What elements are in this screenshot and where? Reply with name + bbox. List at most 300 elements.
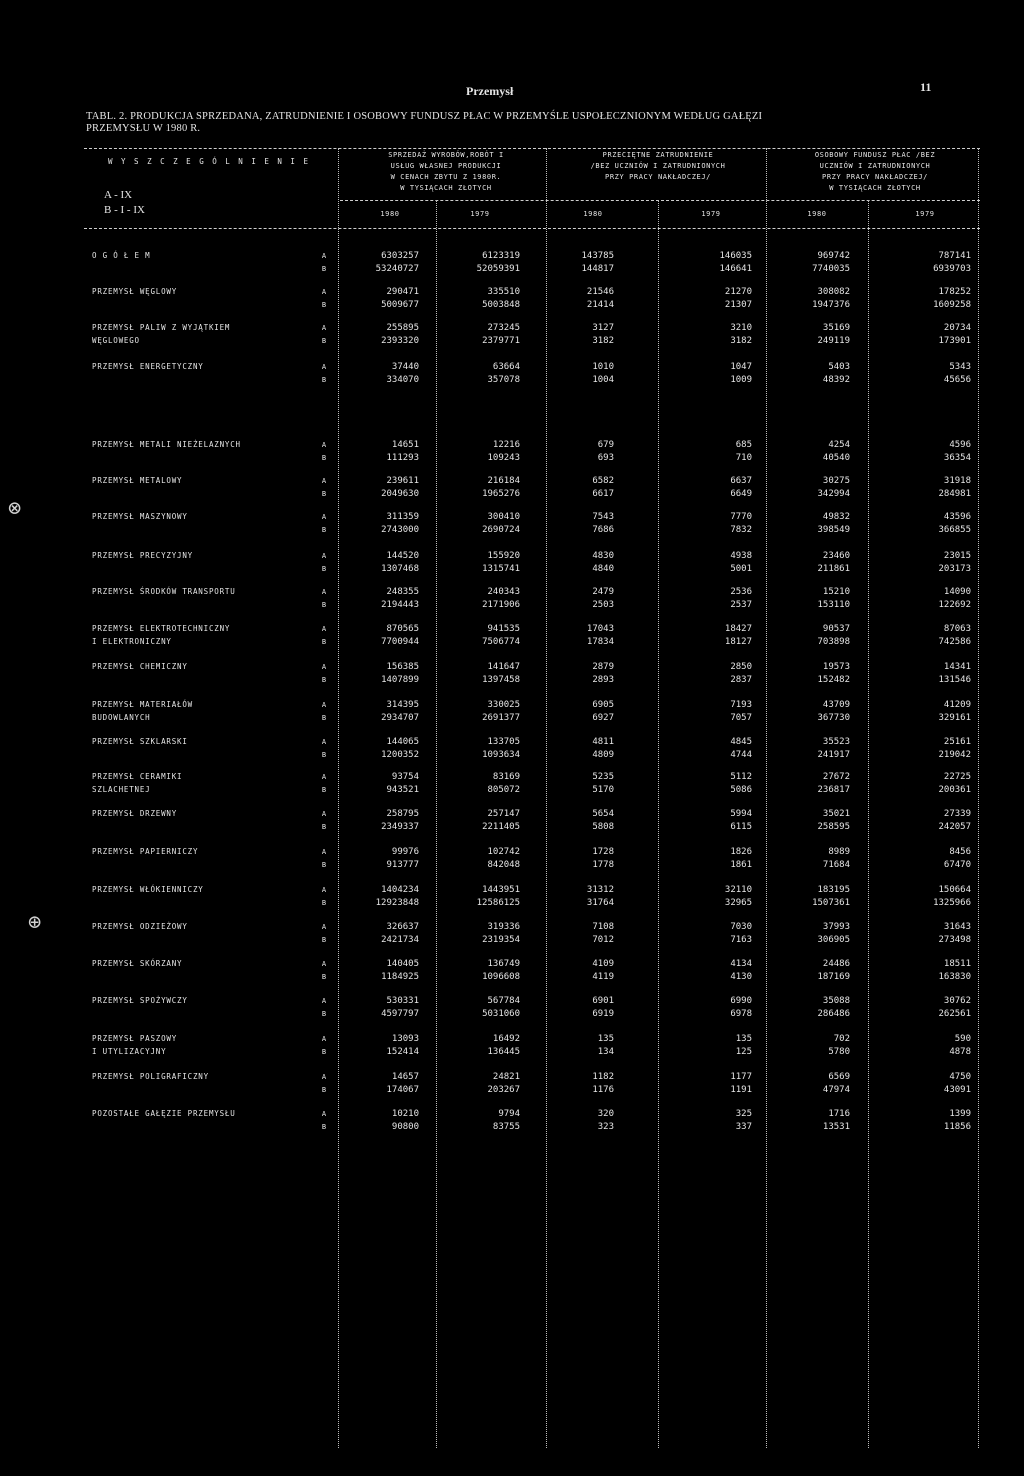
cell-payroll-1980-a: 43709	[822, 700, 850, 710]
cell-sales-1979-b: 2379771	[482, 336, 520, 346]
row-letter-b: B	[321, 337, 327, 345]
cell-sales-1979-b: 5003848	[482, 300, 520, 310]
cell-employment-1980-b: 7012	[592, 935, 614, 945]
cell-employment-1979-b: 2537	[730, 600, 752, 610]
cell-employment-1979-b: 4744	[730, 750, 752, 760]
cell-employment-1980-a: 135	[597, 1034, 614, 1044]
cell-sales-1979-a: 102742	[487, 847, 520, 857]
cell-payroll-1979-a: 30762	[943, 996, 971, 1006]
cell-sales-1979-b: 842048	[487, 860, 520, 870]
table-row	[0, 322, 1024, 348]
cell-payroll-1980-b: 187169	[817, 972, 850, 982]
cell-sales-1979-a: 12216	[492, 440, 520, 450]
table-row	[0, 846, 1024, 872]
cell-employment-1979-a: 1047	[730, 362, 752, 372]
cell-payroll-1980-a: 183195	[817, 885, 850, 895]
cell-payroll-1979-b: 122692	[938, 600, 971, 610]
cell-sales-1980-a: 870565	[386, 624, 419, 634]
cell-sales-1980-b: 2393320	[381, 336, 419, 346]
row-letter-b: B	[321, 1086, 327, 1094]
cell-employment-1980-b: 4840	[592, 564, 614, 574]
cell-employment-1979-a: 135	[735, 1034, 752, 1044]
row-letter-a: A	[321, 513, 327, 521]
cell-sales-1980-b: 2934707	[381, 713, 419, 723]
cell-sales-1979-b: 1315741	[482, 564, 520, 574]
row-letter-a: A	[321, 773, 327, 781]
cell-payroll-1980-a: 35523	[822, 737, 850, 747]
cell-sales-1980-a: 239611	[386, 476, 419, 486]
cell-sales-1979-a: 6123319	[482, 251, 520, 261]
cell-sales-1979-b: 2690724	[482, 525, 520, 535]
cell-employment-1980-a: 143785	[581, 251, 614, 261]
cell-employment-1979-a: 685	[735, 440, 752, 450]
row-name: PRZEMYSŁ CHEMICZNY	[92, 662, 188, 671]
cell-payroll-1979-b: 203173	[938, 564, 971, 574]
cell-employment-1979-b: 7163	[730, 935, 752, 945]
cell-employment-1979-a: 6637	[730, 476, 752, 486]
row-letter-b: B	[321, 638, 327, 646]
cell-employment-1979-b: 6978	[730, 1009, 752, 1019]
cell-employment-1980-a: 7108	[592, 922, 614, 932]
cell-sales-1979-b: 1965276	[482, 489, 520, 499]
row-name-continued: I ELEKTRONICZNY	[92, 637, 172, 646]
row-letter-a: A	[321, 997, 327, 1005]
cell-employment-1979-a: 146035	[719, 251, 752, 261]
cell-employment-1980-b: 4809	[592, 750, 614, 760]
cell-payroll-1979-a: 4750	[949, 1072, 971, 1082]
cell-sales-1979-a: 330025	[487, 700, 520, 710]
cell-payroll-1979-a: 14341	[943, 662, 971, 672]
row-letter-a: A	[321, 252, 327, 260]
row-letter-b: B	[321, 1048, 327, 1056]
row-letter-b: B	[321, 454, 327, 462]
table-row	[0, 623, 1024, 649]
cell-employment-1980-b: 144817	[581, 264, 614, 274]
cell-sales-1979-b: 52059391	[476, 264, 520, 274]
cell-employment-1979-b: 4130	[730, 972, 752, 982]
row-letter-b: B	[321, 973, 327, 981]
cell-payroll-1979-b: 67470	[943, 860, 971, 870]
cell-sales-1980-b: 2194443	[381, 600, 419, 610]
cell-sales-1980-a: 530331	[386, 996, 419, 1006]
row-name-continued: BUDOWLANYCH	[92, 713, 151, 722]
page-number: 11	[920, 80, 932, 94]
table-row	[0, 771, 1024, 797]
margin-punch-mark-icon: ⊗	[8, 496, 22, 521]
cell-payroll-1980-b: 1507361	[812, 898, 850, 908]
cell-sales-1979-a: 133705	[487, 737, 520, 747]
cell-payroll-1980-a: 8989	[828, 847, 850, 857]
table-row	[0, 550, 1024, 576]
cell-payroll-1979-a: 178252	[938, 287, 971, 297]
cell-payroll-1979-b: 242057	[938, 822, 971, 832]
cell-employment-1979-b: 18127	[724, 637, 752, 647]
cell-payroll-1979-a: 22725	[943, 772, 971, 782]
row-letter-b: B	[321, 1123, 327, 1131]
column-group-sales: SPRZEDAŻ WYROBÓW,ROBÓT I USŁUG WŁASNEJ PRODUKCJI W CENACH ZBYTU Z 1980R. W TYSIĄCACH ZŁOTYCH	[388, 151, 504, 192]
cell-sales-1980-b: 1200352	[381, 750, 419, 760]
cell-employment-1979-b: 2837	[730, 675, 752, 685]
cell-sales-1980-b: 53240727	[375, 264, 419, 274]
cell-payroll-1980-a: 90537	[822, 624, 850, 634]
row-name: PRZEMYSŁ ENERGETYCZNY	[92, 362, 204, 371]
row-name: PRZEMYSŁ PASZOWY	[92, 1034, 178, 1043]
cell-sales-1979-b: 83755	[492, 1122, 520, 1132]
cell-payroll-1979-b: 742586	[938, 637, 971, 647]
cell-sales-1980-a: 248355	[386, 587, 419, 597]
stub-heading: W Y S Z C Z E G Ó L N I E N I E	[108, 157, 310, 166]
cell-payroll-1979-b: 329161	[938, 713, 971, 723]
cell-employment-1980-a: 7543	[592, 512, 614, 522]
cell-payroll-1979-b: 11856	[943, 1122, 971, 1132]
cell-payroll-1979-a: 43596	[943, 512, 971, 522]
cell-payroll-1979-b: 366855	[938, 525, 971, 535]
cell-sales-1980-a: 14651	[391, 440, 419, 450]
cell-payroll-1979-b: 43091	[943, 1085, 971, 1095]
cell-employment-1980-b: 5170	[592, 785, 614, 795]
cell-employment-1979-a: 6990	[730, 996, 752, 1006]
cell-payroll-1979-a: 20734	[943, 323, 971, 333]
table-row	[0, 286, 1024, 312]
cell-employment-1980-b: 17834	[586, 637, 614, 647]
cell-sales-1980-b: 2049630	[381, 489, 419, 499]
margin-punch-mark-icon: ⊕	[28, 910, 42, 935]
cell-sales-1980-b: 12923848	[375, 898, 419, 908]
cell-payroll-1979-a: 41209	[943, 700, 971, 710]
cell-sales-1980-b: 152414	[386, 1047, 419, 1057]
row-name-continued: SZLACHETNEJ	[92, 785, 151, 794]
cell-sales-1979-b: 136445	[487, 1047, 520, 1057]
cell-payroll-1980-b: 236817	[817, 785, 850, 795]
cell-payroll-1979-a: 8456	[949, 847, 971, 857]
row-letter-b: B	[321, 786, 327, 794]
table-caption-line-1: TABL. 2. PRODUKCJA SPRZEDANA, ZATRUDNIENIE I OSOBOWY FUNDUSZ PŁAC W PRZEMYŚLE USPOŁECZNIONYM WEDŁUG GAŁĘZI	[86, 111, 763, 122]
cell-payroll-1980-b: 703898	[817, 637, 850, 647]
row-letter-b: B	[321, 676, 327, 684]
cell-sales-1979-b: 357078	[487, 375, 520, 385]
row-letter-b: B	[321, 526, 327, 534]
cell-payroll-1980-b: 153110	[817, 600, 850, 610]
row-letter-b: B	[321, 265, 327, 273]
row-letter-a: A	[321, 960, 327, 968]
cell-payroll-1979-a: 14090	[943, 587, 971, 597]
row-name: PRZEMYSŁ WŁÓKIENNICZY	[92, 885, 204, 894]
cell-sales-1979-a: 300410	[487, 512, 520, 522]
cell-sales-1979-a: 941535	[487, 624, 520, 634]
cell-employment-1980-b: 134	[597, 1047, 614, 1057]
table-row	[0, 736, 1024, 762]
cell-payroll-1980-a: 23460	[822, 551, 850, 561]
table-row	[0, 1108, 1024, 1134]
table-row	[0, 439, 1024, 465]
year-1980-sales: 1980	[380, 210, 400, 218]
cell-employment-1979-b: 3182	[730, 336, 752, 346]
cell-sales-1980-a: 258795	[386, 809, 419, 819]
cell-payroll-1979-a: 25161	[943, 737, 971, 747]
cell-employment-1980-b: 1004	[592, 375, 614, 385]
cell-payroll-1980-b: 367730	[817, 713, 850, 723]
row-letter-b: B	[321, 714, 327, 722]
cell-sales-1979-a: 136749	[487, 959, 520, 969]
row-letter-b: B	[321, 1010, 327, 1018]
cell-payroll-1979-b: 273498	[938, 935, 971, 945]
row-letter-a: A	[321, 663, 327, 671]
cell-employment-1980-a: 2879	[592, 662, 614, 672]
cell-employment-1979-a: 21270	[724, 287, 752, 297]
cell-employment-1979-b: 7832	[730, 525, 752, 535]
row-name: PRZEMYSŁ SZKLARSKI	[92, 737, 188, 746]
cell-sales-1979-b: 1096608	[482, 972, 520, 982]
cell-employment-1979-a: 1826	[730, 847, 752, 857]
cell-sales-1980-b: 1407899	[381, 675, 419, 685]
cell-payroll-1980-b: 152482	[817, 675, 850, 685]
cell-employment-1980-a: 4109	[592, 959, 614, 969]
row-letter-b: B	[321, 601, 327, 609]
cell-sales-1980-a: 93754	[391, 772, 419, 782]
cell-payroll-1980-b: 40540	[822, 453, 850, 463]
cell-employment-1980-a: 1010	[592, 362, 614, 372]
cell-sales-1979-b: 1093634	[482, 750, 520, 760]
cell-payroll-1980-b: 241917	[817, 750, 850, 760]
cell-payroll-1979-b: 36354	[943, 453, 971, 463]
cell-sales-1980-b: 4597797	[381, 1009, 419, 1019]
row-name: POZOSTAŁE GAŁĘZIE PRZEMYSŁU	[92, 1109, 236, 1118]
row-name: PRZEMYSŁ SKÓRZANY	[92, 959, 183, 968]
cell-sales-1980-a: 144520	[386, 551, 419, 561]
cell-sales-1979-a: 9794	[498, 1109, 520, 1119]
header-bottom-rule	[84, 228, 980, 229]
cell-employment-1979-b: 125	[735, 1047, 752, 1057]
row-letter-b: B	[321, 899, 327, 907]
row-name: PRZEMYSŁ SPOŻYWCZY	[92, 996, 188, 1005]
cell-employment-1980-a: 5654	[592, 809, 614, 819]
cell-sales-1980-a: 6303257	[381, 251, 419, 261]
cell-payroll-1980-b: 211861	[817, 564, 850, 574]
year-1980-employment: 1980	[583, 210, 603, 218]
cell-sales-1980-b: 5009677	[381, 300, 419, 310]
table-row	[0, 1033, 1024, 1059]
row-letter-a: A	[321, 477, 327, 485]
cell-employment-1980-b: 6927	[592, 713, 614, 723]
cell-payroll-1980-a: 4254	[828, 440, 850, 450]
legend-a: A - IX	[104, 189, 133, 201]
row-name: PRZEMYSŁ ELEKTROTECHNICZNY	[92, 624, 231, 633]
cell-employment-1980-a: 6582	[592, 476, 614, 486]
table-row	[0, 475, 1024, 501]
cell-employment-1979-a: 7770	[730, 512, 752, 522]
row-letter-b: B	[321, 301, 327, 309]
cell-employment-1979-a: 7030	[730, 922, 752, 932]
cell-payroll-1980-b: 342994	[817, 489, 850, 499]
cell-payroll-1980-b: 286486	[817, 1009, 850, 1019]
cell-payroll-1979-a: 23015	[943, 551, 971, 561]
page-title: Przemysł	[466, 84, 514, 98]
table-row	[0, 699, 1024, 725]
cell-employment-1979-b: 5086	[730, 785, 752, 795]
cell-payroll-1980-a: 5403	[828, 362, 850, 372]
cell-employment-1980-b: 3182	[592, 336, 614, 346]
cell-payroll-1979-a: 1399	[949, 1109, 971, 1119]
cell-payroll-1980-a: 35088	[822, 996, 850, 1006]
cell-employment-1980-b: 693	[597, 453, 614, 463]
row-letter-a: A	[321, 552, 327, 560]
row-letter-b: B	[321, 565, 327, 573]
cell-employment-1979-a: 325	[735, 1109, 752, 1119]
cell-payroll-1979-a: 4596	[949, 440, 971, 450]
cell-employment-1980-a: 5235	[592, 772, 614, 782]
cell-sales-1979-a: 1443951	[482, 885, 520, 895]
cell-payroll-1980-b: 5780	[828, 1047, 850, 1057]
cell-employment-1980-b: 7686	[592, 525, 614, 535]
cell-employment-1979-b: 1009	[730, 375, 752, 385]
cell-payroll-1980-a: 308082	[817, 287, 850, 297]
row-letter-a: A	[321, 701, 327, 709]
cell-payroll-1979-b: 262561	[938, 1009, 971, 1019]
cell-employment-1979-b: 1861	[730, 860, 752, 870]
cell-employment-1979-a: 5112	[730, 772, 752, 782]
row-letter-a: A	[321, 1035, 327, 1043]
cell-employment-1980-b: 1176	[592, 1085, 614, 1095]
cell-employment-1980-b: 6919	[592, 1009, 614, 1019]
cell-sales-1980-b: 913777	[386, 860, 419, 870]
table-row	[0, 921, 1024, 947]
cell-payroll-1980-a: 37993	[822, 922, 850, 932]
cell-payroll-1979-a: 18511	[943, 959, 971, 969]
cell-employment-1979-a: 3210	[730, 323, 752, 333]
table-caption	[86, 111, 986, 135]
cell-employment-1980-b: 1778	[592, 860, 614, 870]
row-letter-b: B	[321, 751, 327, 759]
cell-sales-1980-a: 37440	[391, 362, 419, 372]
cell-payroll-1980-b: 1947376	[812, 300, 850, 310]
row-name: PRZEMYSŁ METALOWY	[92, 476, 183, 485]
cell-sales-1979-a: 216184	[487, 476, 520, 486]
year-1979-employment: 1979	[701, 210, 721, 218]
cell-payroll-1979-b: 4878	[949, 1047, 971, 1057]
cell-employment-1979-b: 146641	[719, 264, 752, 274]
cell-payroll-1979-a: 27339	[943, 809, 971, 819]
cell-employment-1979-a: 4845	[730, 737, 752, 747]
cell-employment-1979-b: 5001	[730, 564, 752, 574]
row-name: PRZEMYSŁ MASZYNOWY	[92, 512, 188, 521]
year-1980-payroll: 1980	[807, 210, 827, 218]
cell-sales-1979-a: 141647	[487, 662, 520, 672]
cell-employment-1980-a: 3127	[592, 323, 614, 333]
cell-payroll-1979-b: 131546	[938, 675, 971, 685]
cell-payroll-1979-b: 284981	[938, 489, 971, 499]
row-letter-b: B	[321, 861, 327, 869]
cell-sales-1980-b: 1307468	[381, 564, 419, 574]
cell-sales-1979-a: 273245	[487, 323, 520, 333]
cell-payroll-1979-b: 45656	[943, 375, 971, 385]
cell-payroll-1980-b: 249119	[817, 336, 850, 346]
cell-sales-1979-a: 335510	[487, 287, 520, 297]
cell-sales-1980-a: 1404234	[381, 885, 419, 895]
cell-employment-1979-a: 5994	[730, 809, 752, 819]
cell-sales-1979-b: 7506774	[482, 637, 520, 647]
cell-payroll-1980-a: 19573	[822, 662, 850, 672]
cell-sales-1979-b: 805072	[487, 785, 520, 795]
column-group-payroll: OSOBOWY FUNDUSZ PŁAC /BEZ UCZNIÓW I ZATRUDNIONYCH PRZY PRACY NAKŁADCZEJ/ W TYSIĄCACH ZŁOTYCH	[814, 151, 936, 192]
row-letter-a: A	[321, 1073, 327, 1081]
cell-employment-1980-b: 2893	[592, 675, 614, 685]
cell-employment-1979-a: 4134	[730, 959, 752, 969]
cell-sales-1979-a: 319336	[487, 922, 520, 932]
row-letter-b: B	[321, 936, 327, 944]
cell-payroll-1980-a: 702	[833, 1034, 850, 1044]
cell-payroll-1979-a: 590	[954, 1034, 971, 1044]
cell-sales-1980-a: 255895	[386, 323, 419, 333]
row-name-continued: WĘGLOWEGO	[92, 336, 140, 345]
cell-employment-1979-a: 1177	[730, 1072, 752, 1082]
cell-sales-1980-a: 10210	[391, 1109, 419, 1119]
row-letter-a: A	[321, 1110, 327, 1118]
cell-employment-1979-b: 7057	[730, 713, 752, 723]
cell-employment-1980-a: 679	[597, 440, 614, 450]
cell-sales-1979-a: 240343	[487, 587, 520, 597]
row-name: PRZEMYSŁ PAPIERNICZY	[92, 847, 199, 856]
row-letter-a: A	[321, 441, 327, 449]
cell-payroll-1980-b: 13531	[822, 1122, 850, 1132]
cell-payroll-1979-b: 219042	[938, 750, 971, 760]
row-name: O G Ó Ł E M	[92, 251, 151, 260]
row-letter-a: A	[321, 625, 327, 633]
cell-payroll-1979-a: 31643	[943, 922, 971, 932]
row-name: PRZEMYSŁ MATERIAŁÓW	[92, 700, 193, 709]
cell-sales-1979-b: 2211405	[482, 822, 520, 832]
cell-payroll-1980-a: 24486	[822, 959, 850, 969]
cell-employment-1979-b: 337	[735, 1122, 752, 1132]
table-row	[0, 958, 1024, 984]
top-rule	[84, 148, 980, 149]
cell-employment-1979-b: 6649	[730, 489, 752, 499]
table-row	[0, 661, 1024, 687]
cell-sales-1980-a: 14657	[391, 1072, 419, 1082]
cell-employment-1980-a: 6905	[592, 700, 614, 710]
cell-sales-1980-a: 99976	[391, 847, 419, 857]
cell-employment-1980-b: 31764	[586, 898, 614, 908]
cell-employment-1979-a: 32110	[724, 885, 752, 895]
row-letter-a: A	[321, 810, 327, 818]
cell-sales-1980-b: 7700944	[381, 637, 419, 647]
column-group-employment: PRZECIĘTNE ZATRUDNIENIE /BEZ UCZNIÓW I ZATRUDNIONYCH PRZY PRACY NAKŁADCZEJ/	[590, 151, 726, 181]
cell-employment-1980-a: 1728	[592, 847, 614, 857]
row-name: PRZEMYSŁ CERAMIKI	[92, 772, 183, 781]
row-name-continued: I UTYLIZACYJNY	[92, 1047, 167, 1056]
cell-employment-1980-a: 21546	[586, 287, 614, 297]
cell-sales-1980-a: 290471	[386, 287, 419, 297]
cell-sales-1980-b: 1184925	[381, 972, 419, 982]
cell-payroll-1980-a: 35169	[822, 323, 850, 333]
cell-employment-1979-b: 1191	[730, 1085, 752, 1095]
cell-payroll-1980-a: 30275	[822, 476, 850, 486]
cell-employment-1980-a: 17043	[586, 624, 614, 634]
cell-sales-1980-a: 13093	[391, 1034, 419, 1044]
cell-sales-1980-b: 2421734	[381, 935, 419, 945]
cell-payroll-1980-b: 258595	[817, 822, 850, 832]
row-letter-a: A	[321, 738, 327, 746]
cell-payroll-1979-a: 150664	[938, 885, 971, 895]
cell-payroll-1980-a: 15210	[822, 587, 850, 597]
cell-sales-1979-b: 12586125	[476, 898, 520, 908]
row-name: PRZEMYSŁ WĘGLOWY	[92, 287, 178, 296]
cell-payroll-1980-b: 48392	[822, 375, 850, 385]
cell-sales-1980-b: 90800	[391, 1122, 419, 1132]
cell-employment-1979-b: 6115	[730, 822, 752, 832]
cell-employment-1980-a: 2479	[592, 587, 614, 597]
table-row	[0, 1071, 1024, 1097]
row-letter-a: A	[321, 923, 327, 931]
